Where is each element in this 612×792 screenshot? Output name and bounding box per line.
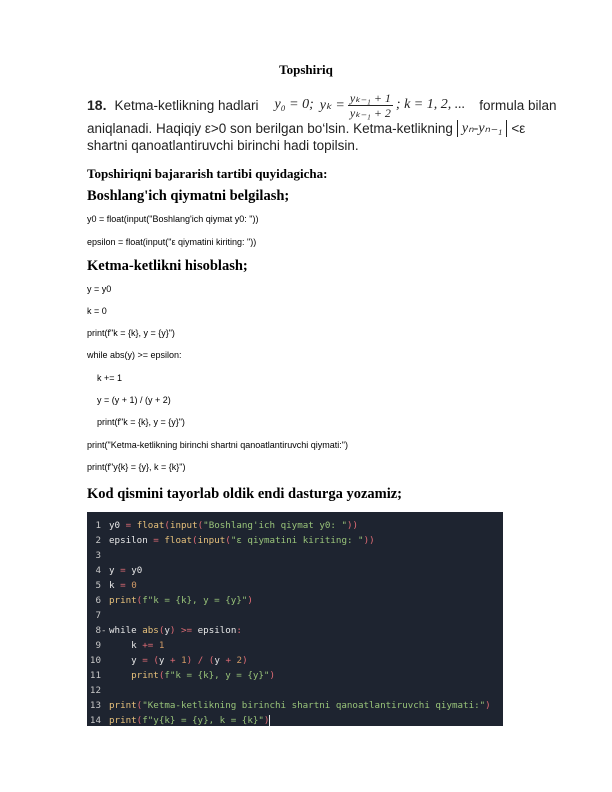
code-token: y [109,565,115,576]
line-number: 14 [89,715,101,726]
line-number: 11 [89,670,101,681]
code-token: ) [485,700,491,711]
code-token: f"k = {k}, y = {y}" [164,670,270,681]
code-token: ( [158,670,165,681]
code-token: k [131,640,137,651]
code-token: f"k = {k}, y = {y}" [142,595,248,606]
code-token: y [164,625,170,636]
editor-line [87,683,503,698]
fraction-numerator: yₖ₋₁ + 1 [349,90,391,105]
code-token: epsilon [109,535,148,546]
code-token: ( [208,655,215,666]
code-token: / [197,655,204,666]
code-token: epsilon [197,625,237,636]
code-token: k [109,580,115,591]
editor-line [87,548,503,563]
formula-yk: yₖ = [319,97,345,113]
code-text-line: while abs(y) >= epsilon: [87,350,182,360]
task-number: 18. [87,97,107,113]
line-number: 3 [95,550,101,561]
code-token [109,655,131,666]
code-token [109,640,131,651]
code-text-line: print(f"k = {k}, y = {y}") [87,328,175,338]
code-token: ) [269,670,276,681]
code-token: >= [181,625,193,636]
code-text-line: print(f"k = {k}, y = {y}") [87,417,185,427]
task-text-2: aniqlanadi. Haqiqiy ε>0 son berilgan bo‘lsin. Ketma-ketlikning [87,120,453,136]
code-token: y [131,655,137,666]
code-editor-screenshot [87,512,503,726]
task-text-1: Ketma-ketlikning hadlari [114,97,259,113]
code-token: 2 [236,655,243,666]
editor-line [87,668,503,683]
code-token: ) [169,625,176,636]
code-token: f"y{k} = {y}, k = {k}" [142,715,264,726]
code-token: float [136,520,165,531]
code-token: : [236,625,242,636]
code-token: ( [164,520,170,531]
task-line-1 [87,92,563,118]
task-text-1-end: formula bilan [479,97,557,113]
code-token: y [214,655,220,666]
line-number: 2 [95,535,101,546]
editor-line [87,713,503,726]
code-text-line: y = y0 [87,284,112,294]
line-number: 9 [95,640,101,651]
code-token: "ε qiymatini kiriting: " [230,535,364,546]
heading-order: Topshiriqni bajararish tartibi quyidagicha: [87,166,328,181]
editor-line [87,623,503,638]
code-token: while [109,625,137,636]
heading-compute: Ketma-ketlikni hisoblash; [87,258,248,274]
editor-line [87,578,503,593]
code-token: float [164,535,193,546]
code-text-line: y = (y + 1) / (y + 2) [87,395,171,405]
line-number: 8 [95,625,101,636]
fraction-denominator: yₖ₋₁ + 2 [349,105,391,120]
formula-fraction [348,91,393,120]
task-statement [87,92,563,152]
formula-k-range: ; k = 1, 2, ... [395,97,466,112]
line-number: 6 [95,595,101,606]
code-token: y0 [131,565,143,576]
code-token: 0 [131,580,137,591]
code-token: print [131,670,159,681]
code-token: + [225,655,231,666]
line-number: 1 [95,520,101,531]
code-token [109,670,131,681]
code-token: ) [247,595,253,606]
code-token: print [109,700,137,711]
code-token: input [197,535,226,546]
editor-line [87,638,503,653]
code-token: + [169,655,176,666]
code-token: += [142,640,154,651]
code-text-line: epsilon = float(input("ε qiymatini kiriting: ")) [87,237,257,247]
code-token: ( [136,715,143,726]
code-token: ) [186,655,193,666]
editor-line [87,698,503,713]
code-token: print [109,595,137,606]
task-line-2 [87,118,563,138]
task-line-3 [87,138,563,152]
code-token: ( [136,595,143,606]
heading-initial: Boshlang'ich qiymatni belgilash; [87,188,290,204]
code-token: ( [225,535,231,546]
editor-line [87,608,503,623]
line-number: 13 [89,700,101,711]
code-token: ) [242,655,248,666]
code-token: ) [263,715,270,726]
code-token: )) [346,520,359,531]
code-token: "Boshlang'ich qiymat y0: " [203,520,347,531]
formula-y0: y₀ = 0; [274,97,314,112]
abs-expression: yₙ-yₙ₋₁ [457,120,508,137]
line-number: 10 [89,655,101,666]
editor-line [87,593,503,608]
code-token: y [158,655,165,666]
heading-final: Kod qismini tayorlab oldik endi dasturga yozamiz; [87,486,403,502]
editor-line [87,518,503,533]
code-token: ( [136,700,143,711]
code-token: ( [192,535,198,546]
code-token: = [125,520,132,531]
code-token: ( [158,625,165,636]
code-text-line: k += 1 [87,373,123,383]
code-token: 1 [181,655,187,666]
code-text-line: k = 0 [87,306,107,316]
editor-line [87,533,503,548]
code-text-line: print("Ketma-ketlikning birinchi shartni qanoatlantiruvchi qiymati:") [87,440,348,450]
line-number: 5 [95,580,101,591]
fold-marker: - [101,625,107,636]
code-text-line: y0 = float(input("Boshlang'ich qiymat y0: ")) [87,214,259,224]
code-token: "Ketma-ketlikning birinchi shartni qanoatlantiruvchi qiymati:" [142,700,486,711]
editor-line [87,653,503,668]
line-number: 7 [95,610,101,621]
code-token: = [120,580,126,591]
code-token: = [153,535,159,546]
code-token: ( [197,520,204,531]
code-token: y0 [109,520,121,531]
code-text-line: print(f"y{k} = {y}, k = {k}") [87,462,186,472]
code-token: = [142,655,148,666]
task-text-2-end: <ε [511,120,526,136]
code-token: )) [363,535,375,546]
code-token: input [169,520,198,531]
editor-line [87,563,503,578]
code-token: abs [142,625,159,636]
code-token: print [109,715,137,726]
line-number: 4 [95,565,101,576]
task-text-3: shartni qanoatlantiruvchi birinchi hadi topilsin. [87,137,359,153]
code-token: 1 [158,640,165,651]
code-token: = [120,565,126,576]
text-cursor [269,715,270,726]
code-token: ( [153,655,159,666]
page-title: Topshiriq [279,62,333,77]
line-number: 12 [89,685,101,696]
